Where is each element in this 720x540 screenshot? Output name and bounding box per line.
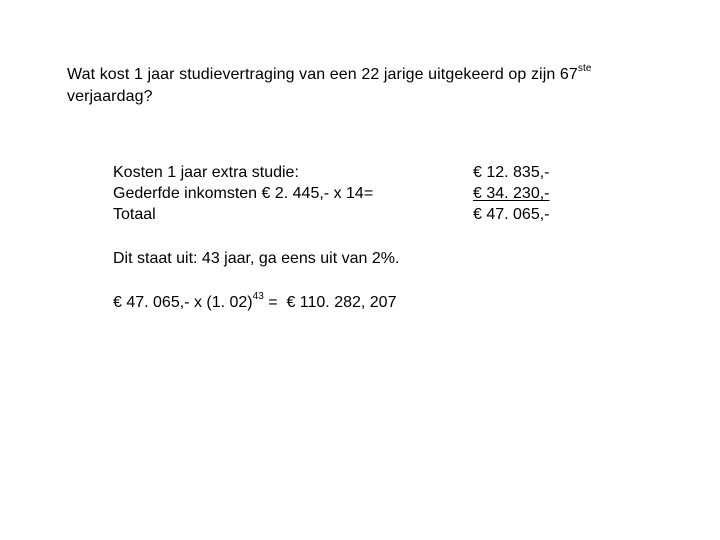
cost-label-income: Gederfde inkomsten € 2. 445,- x 14= [113, 185, 374, 202]
formula-base: € 47. 065,- x (1. 02) [113, 294, 253, 311]
cost-value-income: € 34. 230,- [473, 185, 550, 202]
cost-label-study: Kosten 1 jaar extra studie: [113, 164, 299, 181]
ordinal-suffix: ste [577, 62, 592, 74]
question-text-line2: verjaardag? [67, 88, 153, 105]
note-text: Dit staat uit: 43 jaar, ga eens uit van 2%. [113, 250, 400, 267]
question-title [67, 64, 667, 108]
formula-result: = € 110. 282, 207 [263, 294, 397, 311]
cost-label-total: Totaal [113, 206, 156, 223]
cost-value-total: € 47. 065,- [473, 206, 550, 223]
cost-value-study: € 12. 835,- [473, 164, 550, 181]
formula-exponent: 43 [252, 290, 264, 302]
formula [113, 292, 396, 313]
question-text: Wat kost 1 jaar studievertraging van een 22 jarige uitgekeerd op zijn 67 [67, 66, 578, 83]
